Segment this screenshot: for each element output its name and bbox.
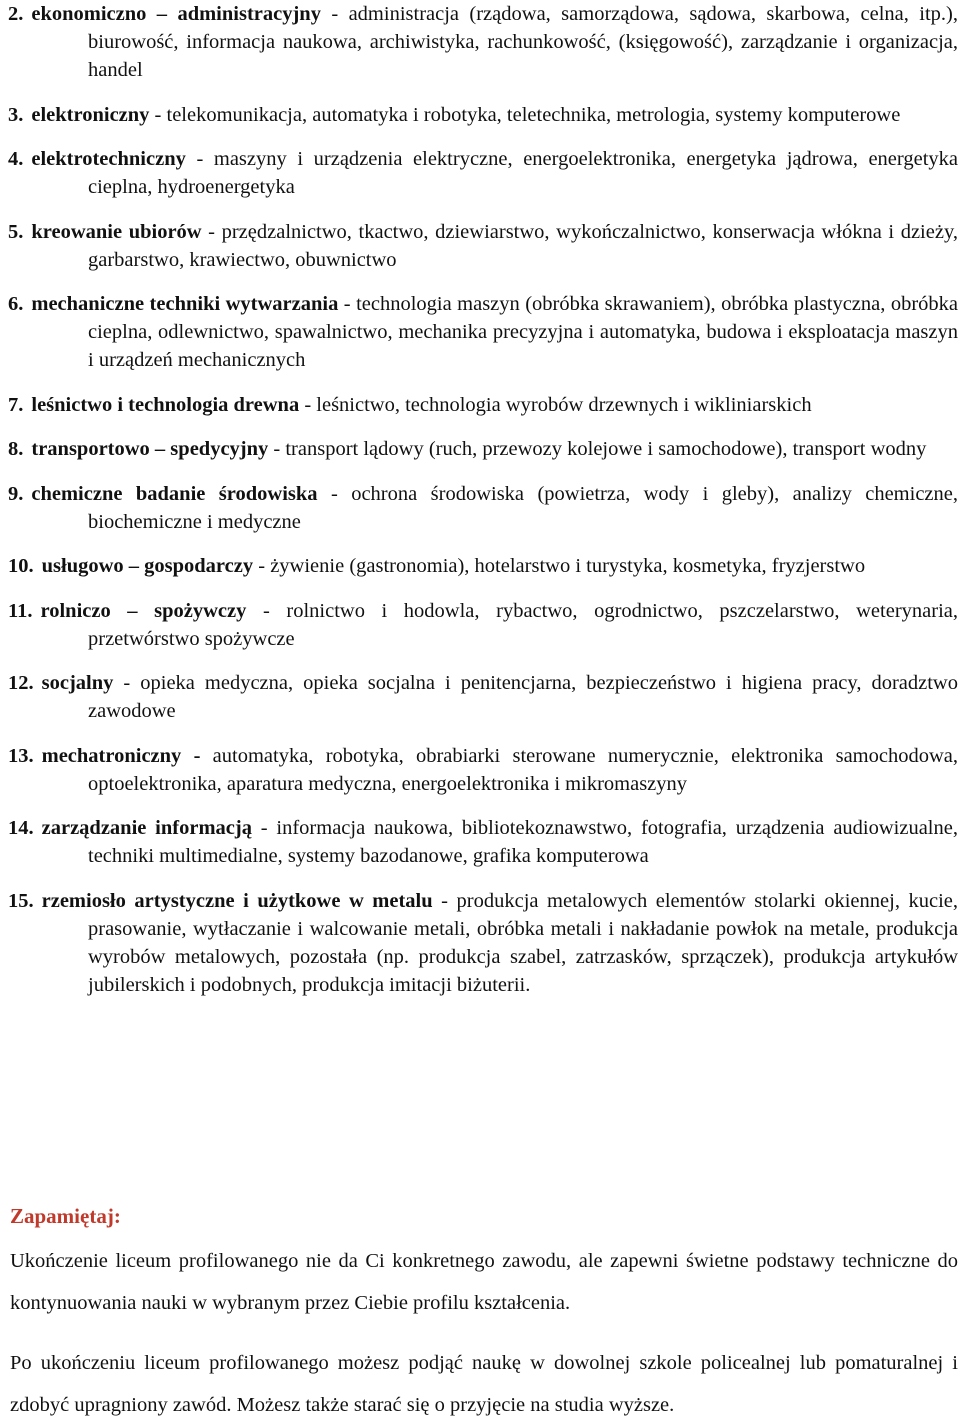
item-term: ekonomiczno – administracyjny (31, 3, 321, 25)
list-item (8, 814, 958, 870)
item-description: - technologia maszyn (obróbka skrawaniem), obróbka plastyczna, obróbka cieplna, odlewnictwo, spawalnictwo, mechanika precyzyjna i automatyka, budowa i eksploatacja maszyn i urządzeń mechanicznych (88, 293, 958, 371)
item-number: 11. (8, 599, 33, 622)
item-number: 5. (8, 220, 24, 243)
item-term: mechaniczne techniki wytwarzania (31, 293, 339, 315)
item-number: 6. (8, 293, 24, 315)
list-item (8, 597, 958, 653)
item-description: - maszyny i urządzenia elektryczne, energoelektronika, energetyka jądrowa, energetyka cieplna, hydroenergetyka (88, 148, 958, 198)
item-description: - produkcja metalowych elementów stolarki okiennej, kucie, prasowanie, wytłaczanie i walcowanie metali, obróbka metali i nakładanie powłok na metale, produkcja wyrobów metalowych, pozostała (np. produkcja szabel, zatrzasków, sprzączek), produkcja artykułów jubilerskich i podobnych, produkcja imitacji biżuterii. (88, 889, 958, 996)
item-description: - leśnictwo, technologia wyrobów drzewnych i wikliniarskich (299, 393, 812, 416)
list-item (8, 101, 958, 129)
item-term: kreowanie ubiorów (31, 220, 202, 243)
list-item (8, 290, 958, 374)
item-number: 4. (8, 148, 24, 170)
list-item (8, 480, 958, 536)
item-description: - informacja naukowa, bibliotekoznawstwo, fotografia, urządzenia audiowizualne, techniki multimedialne, systemy bazodanowe, grafika komputerowa (88, 817, 958, 867)
item-description: - telekomunikacja, automatyka i robotyka, teletechnika, metrologia, systemy komputerowe (149, 103, 901, 126)
list-item (8, 0, 958, 84)
item-number: 14. (8, 817, 34, 839)
item-description: automatyka, robotyka, obrabiarki sterowane numerycznie, elektronika samochodowa, optoelektronika, aparatura medyczna, energoelektronika i mikromaszyny (88, 744, 958, 795)
item-number: 3. (8, 103, 24, 126)
list-item (8, 552, 958, 580)
item-description: - przędzalnictwo, tkactwo, dziewiarstwo, wykończalnictwo, konserwacja włókna i dzieży, garbarstwo, krawiectwo, obuwnictwo (88, 220, 958, 271)
list-item (8, 669, 958, 725)
list-item (8, 391, 958, 419)
item-number: 15. (8, 889, 34, 912)
remember-paragraph-1: Ukończenie liceum profilowanego nie da Ci konkretnego zawodu, ale zapewni świetne podstawy techniczne do kontynuowania nauki w wybranym przez Ciebie profilu kształcenia. (10, 1250, 958, 1314)
item-term: rolniczo – spożywczy (40, 599, 247, 622)
item-term: zarządzanie informacją (41, 817, 252, 839)
item-description: - transport lądowy (ruch, przewozy kolejowe i samochodowe), transport wodny (268, 438, 927, 460)
item-term: rzemiosło artystyczne i użytkowe w metalu (41, 889, 433, 912)
item-term: chemiczne badanie środowiska (31, 482, 318, 505)
list-item (8, 145, 958, 201)
profile-list (8, 0, 958, 1015)
list-item (8, 742, 958, 798)
item-term: socjalny (41, 672, 114, 694)
item-number: 10. (8, 555, 34, 577)
item-description: - ochrona środowiska (powietrza, wody i gleby), analizy chemiczne, biochemiczne i medyczne (88, 482, 958, 533)
item-number: 12. (8, 672, 34, 694)
list-item (8, 218, 958, 274)
remember-paragraph-2: Po ukończeniu liceum profilowanego możesz podjąć naukę w dowolnej szkole policealnej lub pomaturalnej i zdobyć upragniony zawód. Możesz także starać się o przyjęcie na studia wyższe. (10, 1352, 958, 1416)
item-term: mechatroniczny - (41, 744, 201, 767)
item-term: elektrotechniczny (31, 148, 186, 170)
item-term: leśnictwo i technologia drewna (31, 393, 300, 416)
item-description: - rolnictwo i hodowla, rybactwo, ogrodnictwo, pszczelarstwo, weterynaria, przetwórstwo spożywcze (88, 599, 958, 650)
item-description: - żywienie (gastronomia), hotelarstwo i turystyka, kosmetyka, fryzjerstwo (253, 555, 866, 577)
item-number: 13. (8, 744, 34, 767)
item-description: - opieka medyczna, opieka socjalna i penitencjarna, bezpieczeństwo i higiena pracy, doradztwo zawodowe (88, 672, 958, 722)
item-description: - administracja (rządowa, samorządowa, sądowa, skarbowa, celna, itp.), biurowość, informacja naukowa, archiwistyka, rachunkowość, (księgowość), zarządzanie i organizacja, handel (88, 3, 958, 81)
item-term: elektroniczny (31, 103, 150, 126)
list-item (8, 887, 958, 999)
item-term: usługowo – gospodarczy (41, 555, 254, 577)
remember-heading: Zapamiętaj: (10, 1204, 121, 1228)
item-number: 2. (8, 3, 24, 25)
item-number: 9. (8, 482, 24, 505)
item-number: 7. (8, 393, 24, 416)
list-item (8, 435, 958, 463)
item-number: 8. (8, 438, 24, 460)
item-term: transportowo – spedycyjny (31, 438, 269, 460)
